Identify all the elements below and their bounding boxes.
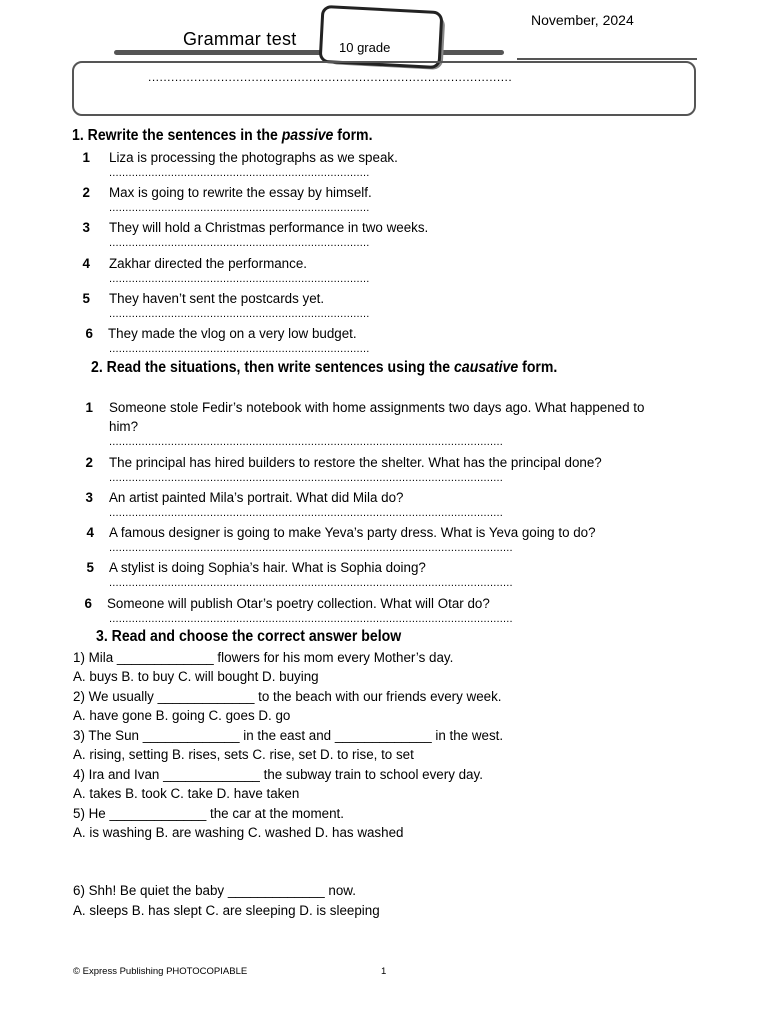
section-3-title: 3. Read and choose the correct answer below [96, 628, 402, 645]
s2-item-text: The principal has hired builders to restore the shelter. What has the principal done? [109, 455, 602, 470]
s2-item-number: 4 [86, 525, 94, 540]
s2-item-number: 1 [85, 400, 93, 415]
s1-item-number: 2 [82, 185, 90, 200]
section-2-title-text: 2. Read the situations, then write sentences using the [91, 359, 455, 376]
student-name-line: ............................................................................................... [148, 70, 513, 84]
s3-question: 4) Ira and Ivan _____________ the subway train to school every day. [73, 767, 483, 782]
s2-answer-line[interactable]: ......................................................................................................................... [109, 472, 503, 484]
s1-answer-line[interactable]: ................................................................................ [109, 167, 370, 179]
s2-answer-line[interactable]: ............................................................................................................................ [109, 577, 513, 589]
s2-item-text: A stylist is doing Sophia’s hair. What is Sophia doing? [109, 560, 426, 575]
s1-item-text: Max is going to rewrite the essay by himself. [109, 185, 372, 200]
s2-item-text-continued: him? [109, 419, 139, 434]
s1-item-number: 6 [85, 326, 93, 341]
section-1-title-text: 1. Rewrite the sentences in the [72, 127, 282, 144]
s1-item-text: Zakhar directed the performance. [109, 256, 307, 271]
s3-question: 2) We usually _____________ to the beach with our friends every week. [73, 689, 502, 704]
s1-answer-line[interactable]: ................................................................................ [109, 308, 370, 320]
s2-item-text: An artist painted Mila’s portrait. What did Mila do? [109, 490, 404, 505]
s1-item-text: They made the vlog on a very low budget. [108, 326, 357, 341]
s2-item-text: A famous designer is going to make Yeva’s party dress. What is Yeva going to do? [109, 525, 596, 540]
s3-question: 1) Mila _____________ flowers for his mom every Mother’s day. [73, 650, 454, 665]
title-underline-right [517, 58, 697, 60]
s1-item-number: 4 [82, 256, 90, 271]
s3-options[interactable]: A. have gone B. going C. goes D. go [73, 708, 291, 723]
title-underline [114, 50, 504, 55]
s2-item-number: 6 [84, 596, 92, 611]
section-1-title-end: form. [333, 127, 373, 144]
s2-item-number: 5 [86, 560, 94, 575]
s1-item-text: They will hold a Christmas performance in two weeks. [109, 220, 429, 235]
copyright-notice: © Express Publishing PHOTOCOPIABLE [73, 966, 248, 977]
s1-answer-line[interactable]: ................................................................................ [109, 202, 370, 214]
s1-item-number: 3 [82, 220, 90, 235]
test-date: November, 2024 [531, 12, 634, 28]
grade-tag [319, 5, 444, 69]
s2-item-number: 3 [85, 490, 93, 505]
section-2-title [91, 359, 557, 377]
s1-item-text: They haven’t sent the postcards yet. [109, 291, 325, 306]
s3-options[interactable]: A. buys B. to buy C. will bought D. buying [73, 669, 319, 684]
s2-item-number: 2 [85, 455, 93, 470]
s1-item-text: Liza is processing the photographs as we speak. [109, 150, 398, 165]
s3-question: 5) He _____________ the car at the moment. [73, 806, 344, 821]
section-2-title-keyword: causative [454, 359, 519, 376]
s3-question: 3) The Sun _____________ in the east and _____________ in the west. [73, 728, 504, 743]
grade-label: 10 grade [339, 40, 391, 55]
s1-answer-line[interactable]: ................................................................................ [109, 273, 370, 285]
s3-question: 6) Shh! Be quiet the baby _____________ now. [73, 883, 356, 898]
s2-answer-line[interactable]: ......................................................................................................................... [109, 436, 503, 448]
s3-options[interactable]: A. sleeps B. has slept C. are sleeping D. is sleeping [73, 903, 380, 918]
test-title: Grammar test [183, 29, 297, 49]
section-2-title-end: form. [518, 359, 558, 376]
s2-answer-line[interactable]: ......................................................................................................................... [109, 507, 503, 519]
s1-item-number: 5 [82, 291, 90, 306]
section-1-title-keyword: passive [281, 127, 334, 144]
s1-answer-line[interactable]: ................................................................................ [109, 343, 370, 355]
s3-options[interactable]: A. rising, setting B. rises, sets C. rise, set D. to rise, to set [73, 747, 414, 762]
page-number: 1 [381, 966, 387, 977]
s1-item-number: 1 [82, 150, 90, 165]
s2-answer-line[interactable]: ............................................................................................................................ [109, 613, 513, 625]
section-1-title [72, 127, 372, 145]
s3-options[interactable]: A. takes B. took C. take D. have taken [73, 786, 300, 801]
s2-item-text: Someone stole Fedir’s notebook with home assignments two days ago. What happened to [109, 400, 645, 415]
s1-answer-line[interactable]: ................................................................................ [109, 237, 370, 249]
s2-item-text: Someone will publish Otar’s poetry collection. What will Otar do? [107, 596, 490, 611]
s2-answer-line[interactable]: ............................................................................................................................ [109, 542, 513, 554]
s3-options[interactable]: A. is washing B. are washing C. washed D. has washed [73, 825, 404, 840]
